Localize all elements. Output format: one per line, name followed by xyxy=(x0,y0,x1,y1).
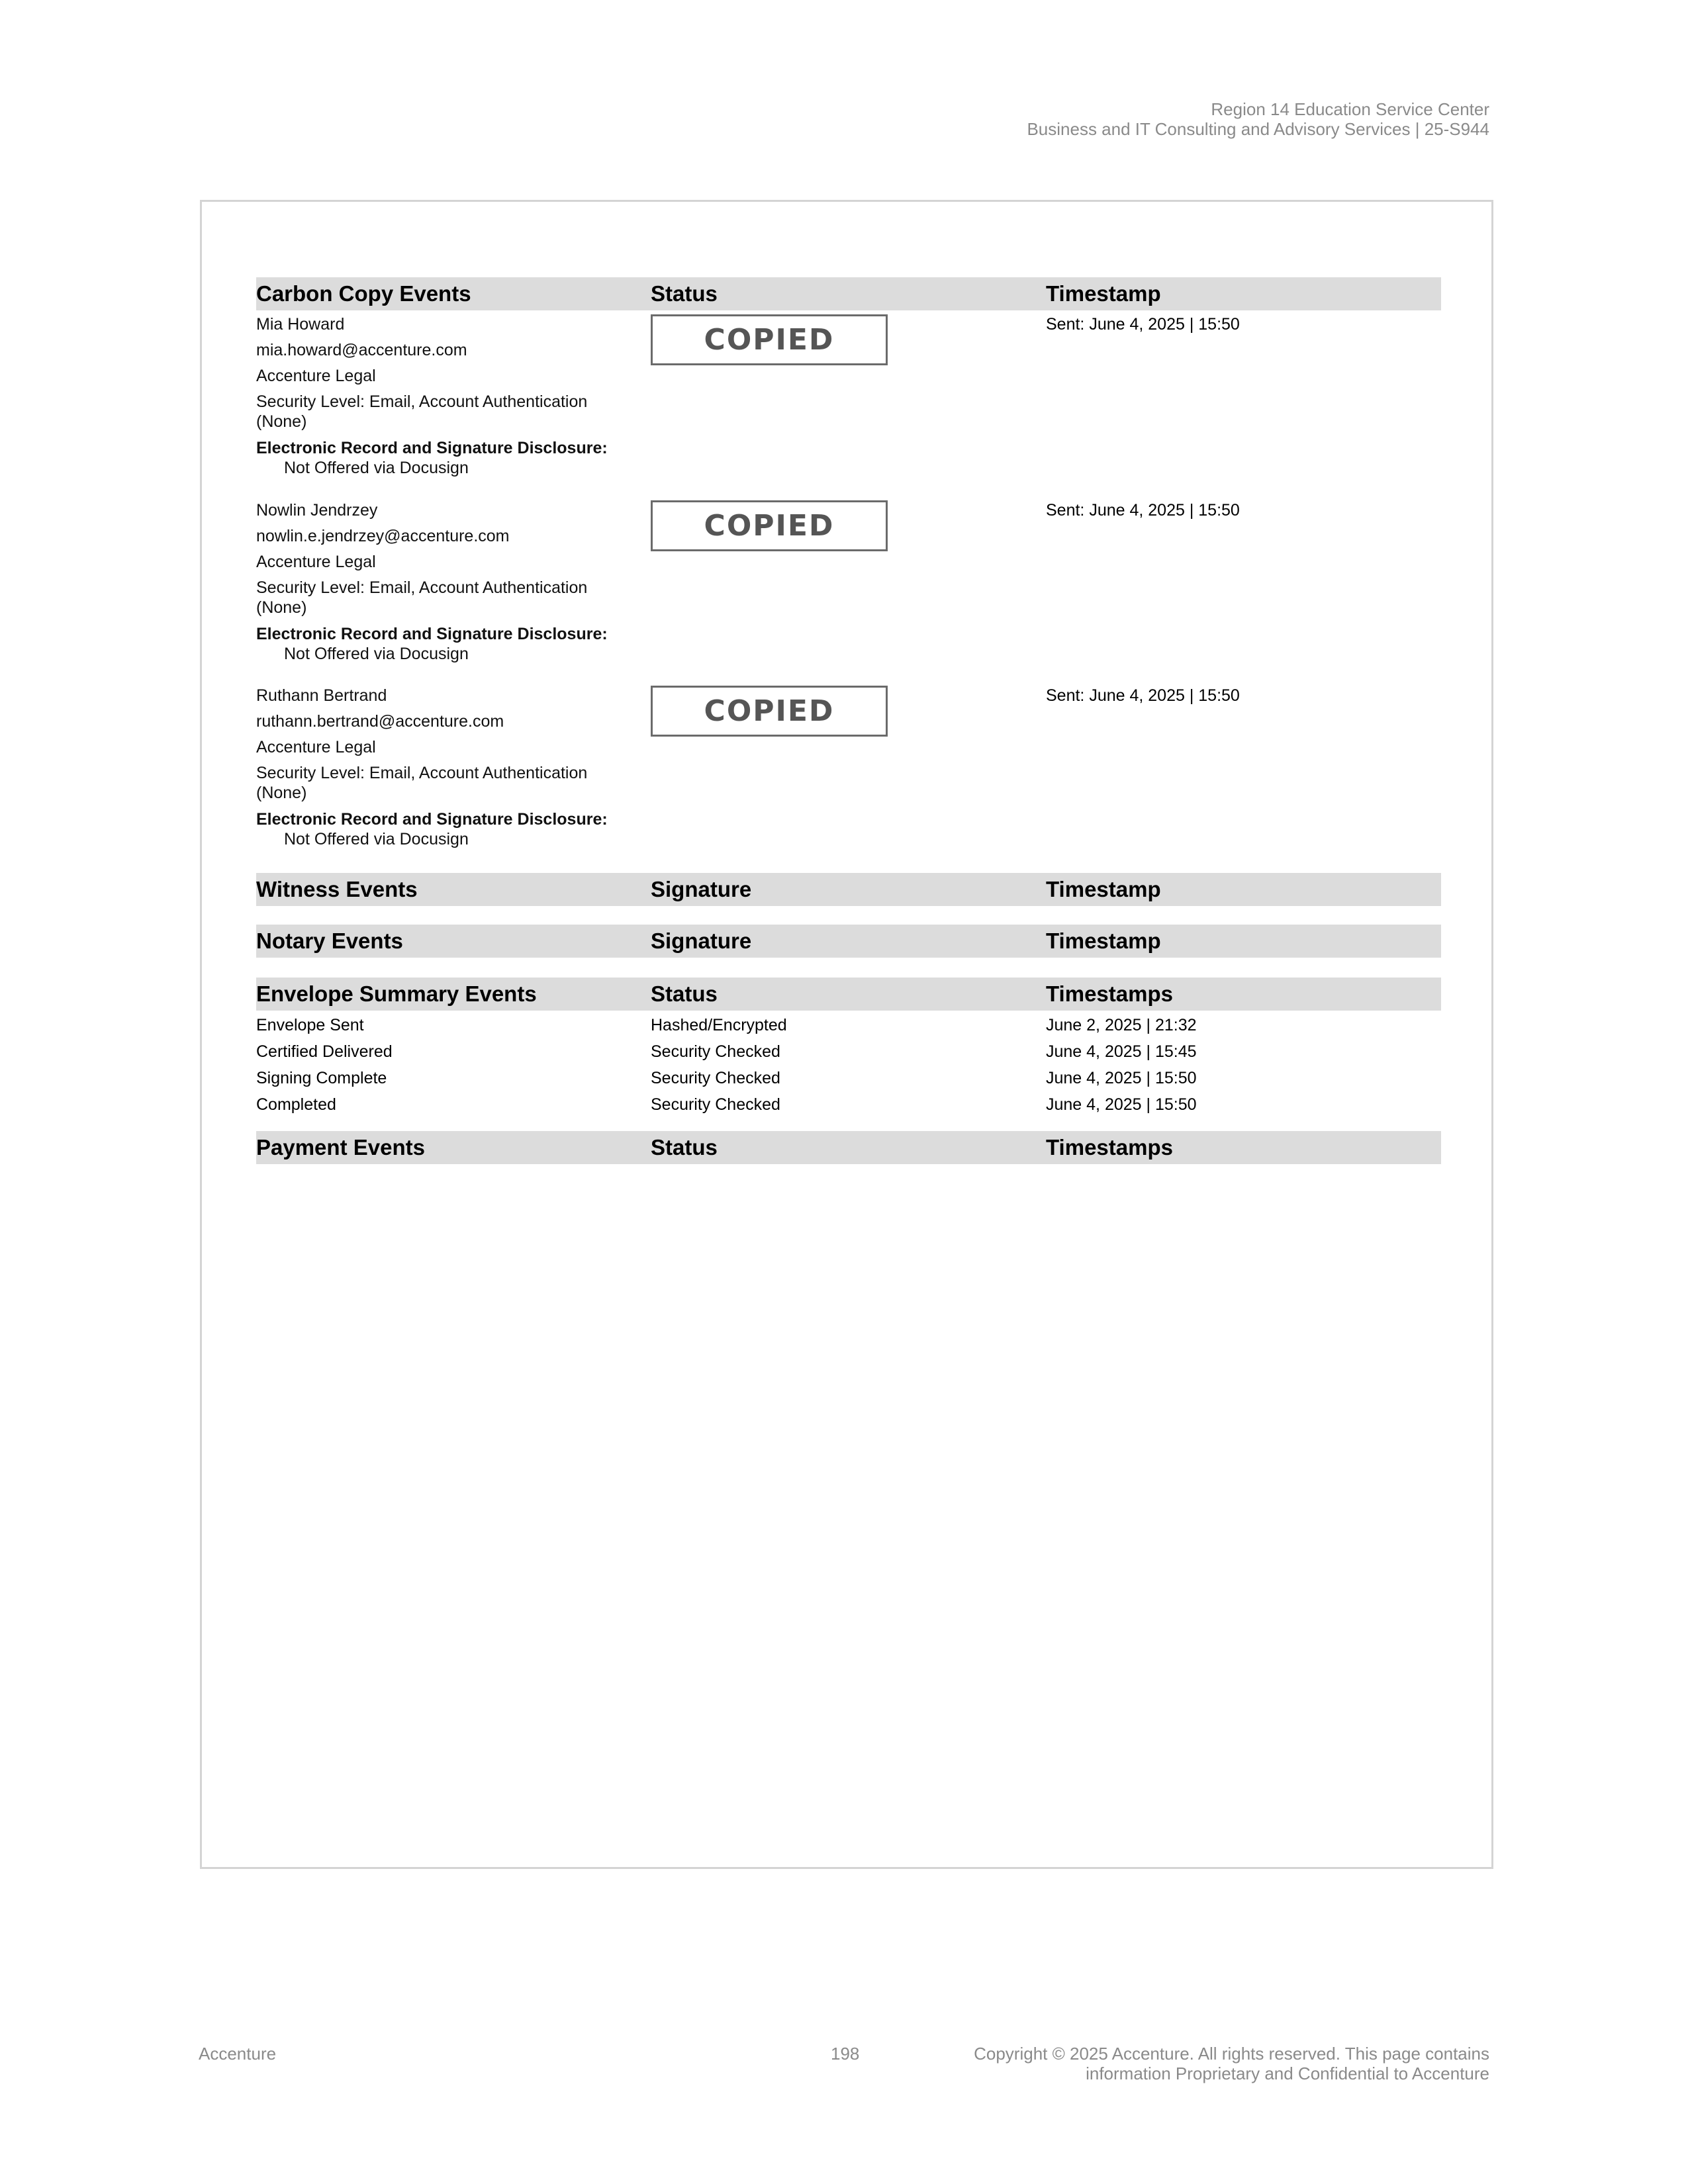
footer-company: Accenture xyxy=(199,2044,277,2064)
envelope-summary-header xyxy=(256,978,1441,1011)
carbon-copy-header xyxy=(256,277,1441,310)
disclosure-value: Not Offered via Docusign xyxy=(284,645,469,663)
copied-stamp-text: COPIED xyxy=(704,509,835,543)
recipient-security-level: Security Level: Email, Account Authentication xyxy=(256,764,588,782)
recipient-email: nowlin.e.jendrzey@accenture.com xyxy=(256,527,510,545)
summary-status: Security Checked xyxy=(651,1042,780,1061)
recipient-organization: Accenture Legal xyxy=(256,367,376,385)
recipient-name: Nowlin Jendrzey xyxy=(256,501,378,520)
notary-col-events: Notary Events xyxy=(256,929,403,953)
notary-col-timestamp: Timestamp xyxy=(1046,929,1161,953)
footer-copyright xyxy=(974,2044,1489,2083)
carbon-copy-col-status: Status xyxy=(651,281,718,306)
sent-timestamp: Sent: June 4, 2025 | 15:50 xyxy=(1046,501,1240,520)
witness-col-events: Witness Events xyxy=(256,877,418,901)
envelope-summary-row xyxy=(256,1068,1441,1093)
recipient-security-level: Security Level: Email, Account Authentication xyxy=(256,392,588,411)
disclosure-label: Electronic Record and Signature Disclosure: xyxy=(256,810,608,829)
payment-col-status: Status xyxy=(651,1135,718,1160)
carbon-copy-col-timestamp: Timestamp xyxy=(1046,281,1161,306)
summary-timestamp: June 4, 2025 | 15:50 xyxy=(1046,1095,1197,1114)
witness-events-header xyxy=(256,873,1441,906)
recipient-info xyxy=(256,686,627,849)
envelope-col-timestamps: Timestamps xyxy=(1046,981,1173,1006)
payment-col-timestamps: Timestamps xyxy=(1046,1135,1173,1160)
disclosure-value: Not Offered via Docusign xyxy=(284,459,469,477)
summary-status: Hashed/Encrypted xyxy=(651,1016,787,1034)
copied-stamp-text: COPIED xyxy=(704,694,835,728)
summary-timestamp: June 2, 2025 | 21:32 xyxy=(1046,1016,1197,1034)
copied-stamp xyxy=(651,500,888,551)
envelope-summary-row xyxy=(256,1095,1441,1120)
summary-event: Envelope Sent xyxy=(256,1016,364,1034)
header-organization: Region 14 Education Service Center xyxy=(1211,99,1489,119)
copyright-line-2: information Proprietary and Confidential to Accenture xyxy=(1086,2064,1489,2083)
disclosure-label: Electronic Record and Signature Disclosure: xyxy=(256,625,608,643)
recipient-email: mia.howard@accenture.com xyxy=(256,341,467,359)
notary-events-header xyxy=(256,925,1441,958)
recipient-security-level-detail: (None) xyxy=(256,784,307,802)
summary-status: Security Checked xyxy=(651,1069,780,1087)
copied-stamp-text: COPIED xyxy=(704,323,835,357)
page-number: 198 xyxy=(831,2044,860,2064)
envelope-col-events: Envelope Summary Events xyxy=(256,981,537,1006)
notary-col-signature: Signature xyxy=(651,929,752,953)
recipient-organization: Accenture Legal xyxy=(256,553,376,571)
copied-stamp xyxy=(651,686,888,737)
witness-col-timestamp: Timestamp xyxy=(1046,877,1161,901)
payment-events-header xyxy=(256,1131,1441,1164)
recipient-info xyxy=(256,500,627,664)
recipient-security-level-detail: (None) xyxy=(256,598,307,617)
summary-event: Completed xyxy=(256,1095,336,1114)
copyright-line-1: Copyright © 2025 Accenture. All rights reserved. This page contains xyxy=(974,2044,1489,2064)
recipient-security-level-detail: (None) xyxy=(256,412,307,431)
summary-timestamp: June 4, 2025 | 15:45 xyxy=(1046,1042,1197,1061)
recipient-email: ruthann.bertrand@accenture.com xyxy=(256,712,504,731)
summary-timestamp: June 4, 2025 | 15:50 xyxy=(1046,1069,1197,1087)
recipient-security-level: Security Level: Email, Account Authentication xyxy=(256,578,588,597)
envelope-col-status: Status xyxy=(651,981,718,1006)
summary-event: Signing Complete xyxy=(256,1069,387,1087)
docusign-certificate-panel xyxy=(200,200,1493,1869)
recipient-organization: Accenture Legal xyxy=(256,738,376,756)
envelope-summary-row xyxy=(256,1042,1441,1067)
disclosure-label: Electronic Record and Signature Disclosure: xyxy=(256,439,608,457)
recipient-name: Mia Howard xyxy=(256,315,345,334)
summary-event: Certified Delivered xyxy=(256,1042,393,1061)
witness-col-signature: Signature xyxy=(651,877,752,901)
payment-col-events: Payment Events xyxy=(256,1135,425,1160)
disclosure-value: Not Offered via Docusign xyxy=(284,830,469,848)
sent-timestamp: Sent: June 4, 2025 | 15:50 xyxy=(1046,315,1240,334)
summary-status: Security Checked xyxy=(651,1095,780,1114)
carbon-copy-col-events: Carbon Copy Events xyxy=(256,281,471,306)
envelope-summary-row xyxy=(256,1015,1441,1040)
header-contract: Business and IT Consulting and Advisory Services | 25-S944 xyxy=(1027,119,1489,139)
recipient-info xyxy=(256,314,627,478)
copied-stamp xyxy=(651,314,888,365)
recipient-name: Ruthann Bertrand xyxy=(256,686,387,705)
page-header xyxy=(1027,99,1489,139)
sent-timestamp: Sent: June 4, 2025 | 15:50 xyxy=(1046,686,1240,705)
